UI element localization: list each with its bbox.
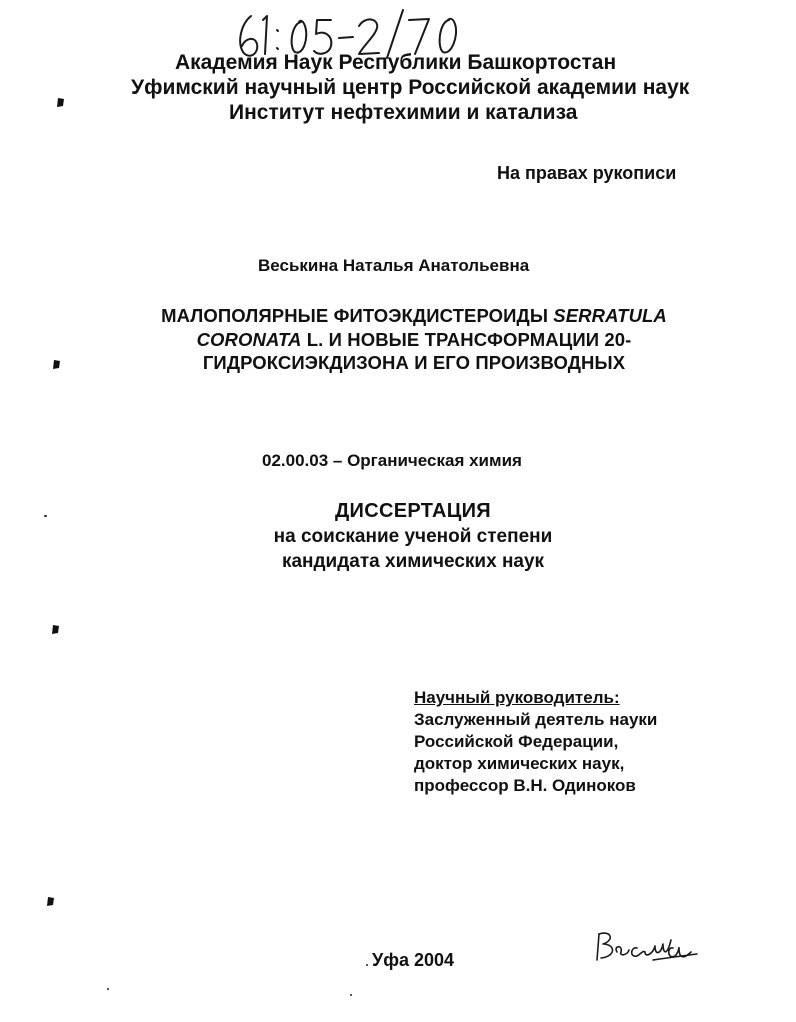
binding-punch-mark [52, 359, 61, 370]
dissertation-heading: ДИССЕРТАЦИЯ [335, 500, 491, 522]
dissertation-title [100, 304, 728, 375]
supervisor-line: Заслуженный деятель науки [414, 710, 658, 729]
scan-speck [107, 988, 109, 990]
degree-line-2: кандидата химических наук [281, 551, 545, 572]
scan-speck [350, 994, 352, 996]
supervisor-block [414, 687, 657, 797]
title-latin-genus: SERRATULA [553, 305, 667, 326]
dissertation-degree-block [200, 498, 626, 574]
institution-institute: Институт нефтехимии и катализа [229, 101, 578, 124]
title-text: МАЛОПОЛЯРНЫЕ ФИТОЭКДИСТЕРОИДЫ [161, 305, 554, 326]
binding-punch-mark [46, 896, 55, 907]
supervisor-line: профессор В.Н. Одиноков [414, 776, 636, 795]
title-latin-species: CORONATA [196, 328, 302, 350]
binding-punch-mark [51, 624, 60, 635]
supervisor-label: Научный руководитель: [414, 688, 620, 707]
institution-academy: Академия Наук Республики Башкортостан [175, 51, 617, 74]
binding-punch-mark [56, 97, 65, 108]
degree-line-1: на соискание ученой степени [273, 526, 553, 547]
specialty-code: 02.00.03 – Органическая химия [262, 451, 522, 470]
author-signature [593, 926, 703, 966]
title-line-1 [100, 304, 728, 328]
city-year: Уфа 2004 [372, 950, 455, 970]
supervisor-line: Российской Федерации, [414, 732, 619, 751]
institution-science-center: Уфимский научный центр Российской академии наук [131, 76, 690, 99]
author-name: Веськина Наталья Анатольевна [258, 256, 530, 275]
title-line-2 [100, 328, 728, 352]
scan-speck [366, 964, 368, 966]
supervisor-line: доктор химических наук, [414, 754, 625, 773]
title-line-3: ГИДРОКСИЭКДИЗОНА И ЕГО ПРОИЗВОДНЫХ [202, 352, 626, 373]
scan-speck [44, 515, 47, 517]
title-text: L. И НОВЫЕ ТРАНСФОРМАЦИИ 20- [301, 328, 632, 350]
rights-notice: На правах рукописи [497, 163, 677, 183]
